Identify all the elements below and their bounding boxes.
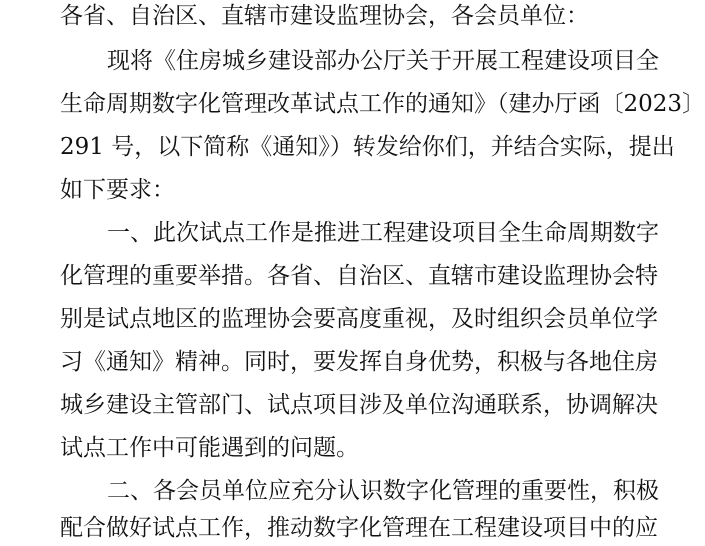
paragraph-intro-line-3: 291 号，以下简称《通知》）转发给你们，并结合实际，提出 xyxy=(60,134,675,160)
paragraph-one-line-3: 别是试点地区的监理协会要高度重视，及时组织会员单位学 xyxy=(60,306,658,332)
paragraph-two-line-1: 二、各会员单位应充分认识数字化管理的重要性，积极 xyxy=(107,478,659,504)
paragraph-one-line-1: 一、此次试点工作是推进工程建设项目全生命周期数字 xyxy=(107,220,659,246)
salutation-line: 各省、自治区、直辖市建设监理协会，各会员单位： xyxy=(60,3,589,29)
paragraph-intro-line-4: 如下要求： xyxy=(60,177,175,203)
paragraph-two-line-2: 配合做好试点工作，推动数字化管理在工程建设项目中的应 xyxy=(60,515,658,541)
paragraph-one-line-6: 试点工作中可能遇到的问题。 xyxy=(60,435,359,461)
paragraph-one-line-4: 习《通知》精神。同时，要发挥自身优势，积极与各地住房 xyxy=(60,349,658,375)
paragraph-one-line-5: 城乡建设主管部门、试点项目涉及单位沟通联系，协调解决 xyxy=(60,392,658,418)
paragraph-intro-line-2: 生命周期数字化管理改革试点工作的通知》（建办厅函〔2023〕 xyxy=(60,91,705,117)
paragraph-intro-line-1: 现将《住房城乡建设部办公厅关于开展工程建设项目全 xyxy=(107,48,659,74)
paragraph-one-line-2: 化管理的重要举措。各省、自治区、直辖市建设监理协会特 xyxy=(60,263,658,289)
